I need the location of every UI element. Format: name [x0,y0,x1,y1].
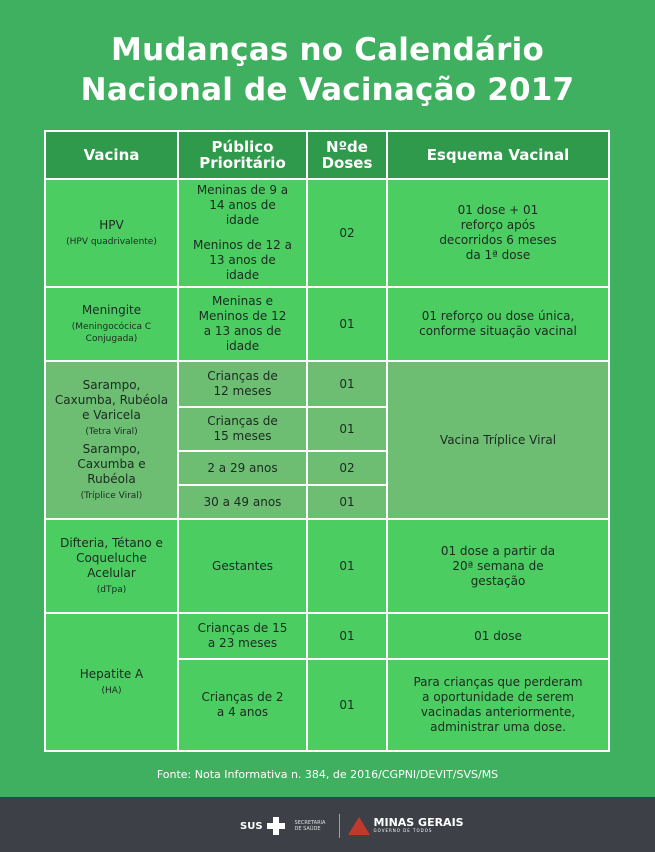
meningite-subname: (Meningocócica C Conjugada) [71,322,152,344]
secretaria-label: SECRETARIA DE SAÚDE [294,820,326,832]
hepatite-esquema-2: Para crianças que perderam a oportunidade de serem vacinadas anteriormente, administrar uma dose. [388,660,608,750]
header-vacina: Vacina [46,132,177,178]
vaccination-table [44,130,610,752]
sarampo-esquema: Vacina Tríplice Viral [388,362,608,518]
dtpa-vaccine-cell [46,520,177,612]
minas-gerais-logo [374,818,464,834]
meningite-esquema: 01 reforço ou dose única, conforme situação vacinal [388,288,608,360]
hpv-doses: 02 [308,180,386,286]
logo-divider [339,814,340,838]
sarampo-subname-1: (Tetra Viral) [85,427,138,437]
hepatite-vaccine-cell [46,614,177,750]
hepatite-publico-1: Crianças de 15 a 23 meses [179,614,306,658]
hepatite-name: Hepatite A [79,667,144,681]
title-line-1: Mudanças no Calendário [111,32,544,68]
dtpa-publico: Gestantes [179,520,306,612]
minas-gerais-label: MINAS GERAIS [373,816,464,829]
hpv-name: HPV [99,218,124,232]
hepatite-subname: (HA) [101,686,122,696]
sarampo-name-1: Sarampo, Caxumba, Rubéola e Varicela [54,378,169,422]
dtpa-name: Difteria, Tétano e Coqueluche Acelular [60,536,163,580]
minas-gerais-triangle-icon [348,817,370,835]
sarampo-subname-2: (Tríplice Viral) [80,491,143,501]
hpv-subname: (HPV quadrivalente) [66,237,157,247]
sarampo-name-2: Sarampo, Caxumba e Rubéola [77,442,146,486]
meningite-publico: Meninas e Meninos de 12 a 13 anos de idade [179,288,306,360]
header-esquema: Esquema Vacinal [388,132,608,178]
header-doses: Nºde Doses [308,132,386,178]
footer-logos [240,812,464,840]
hepatite-esquema-1: 01 dose [388,614,608,658]
sarampo-doses-3: 02 [308,452,386,484]
hpv-publico-1: Meninas de 9 a 14 anos de idade [196,183,289,227]
sarampo-doses-4: 01 [308,486,386,518]
hepatite-doses-1: 01 [308,614,386,658]
hepatite-doses-2: 01 [308,660,386,750]
source-note: Fonte: Nota Informativa n. 384, de 2016/CGPNI/DEVIT/SVS/MS [156,768,499,781]
sus-logo-text: SUS [240,820,263,832]
sarampo-publico-3: 2 a 29 anos [179,452,306,484]
title-line-2: Nacional de Vacinação 2017 [80,72,575,108]
dtpa-esquema: 01 dose a partir da 20ª semana de gestação [388,520,608,612]
hpv-publico-cell [179,180,306,286]
sarampo-doses-2: 01 [308,408,386,450]
sarampo-publico-4: 30 a 49 anos [179,486,306,518]
sarampo-doses-1: 01 [308,362,386,406]
hepatite-publico-2: Crianças de 2 a 4 anos [179,660,306,750]
hpv-vaccine-cell [46,180,177,286]
hpv-esquema: 01 dose + 01 reforço após decorridos 6 meses da 1ª dose [388,180,608,286]
meningite-name: Meningite [81,303,142,317]
dtpa-doses: 01 [308,520,386,612]
health-cross-icon [267,817,285,835]
sarampo-publico-2: Crianças de 15 meses [179,408,306,450]
page-title [0,30,655,110]
header-publico: Público Prioritário [179,132,306,178]
governo-label: GOVERNO DE TODOS [373,828,433,833]
sarampo-publico-1: Crianças de 12 meses [179,362,306,406]
footer-bar [0,797,655,852]
dtpa-subname: (dTpa) [96,585,127,595]
meningite-vaccine-cell [46,288,177,360]
meningite-doses: 01 [308,288,386,360]
sarampo-vaccine-cell [46,362,177,518]
hpv-publico-2: Meninos de 12 a 13 anos de idade [193,238,292,282]
